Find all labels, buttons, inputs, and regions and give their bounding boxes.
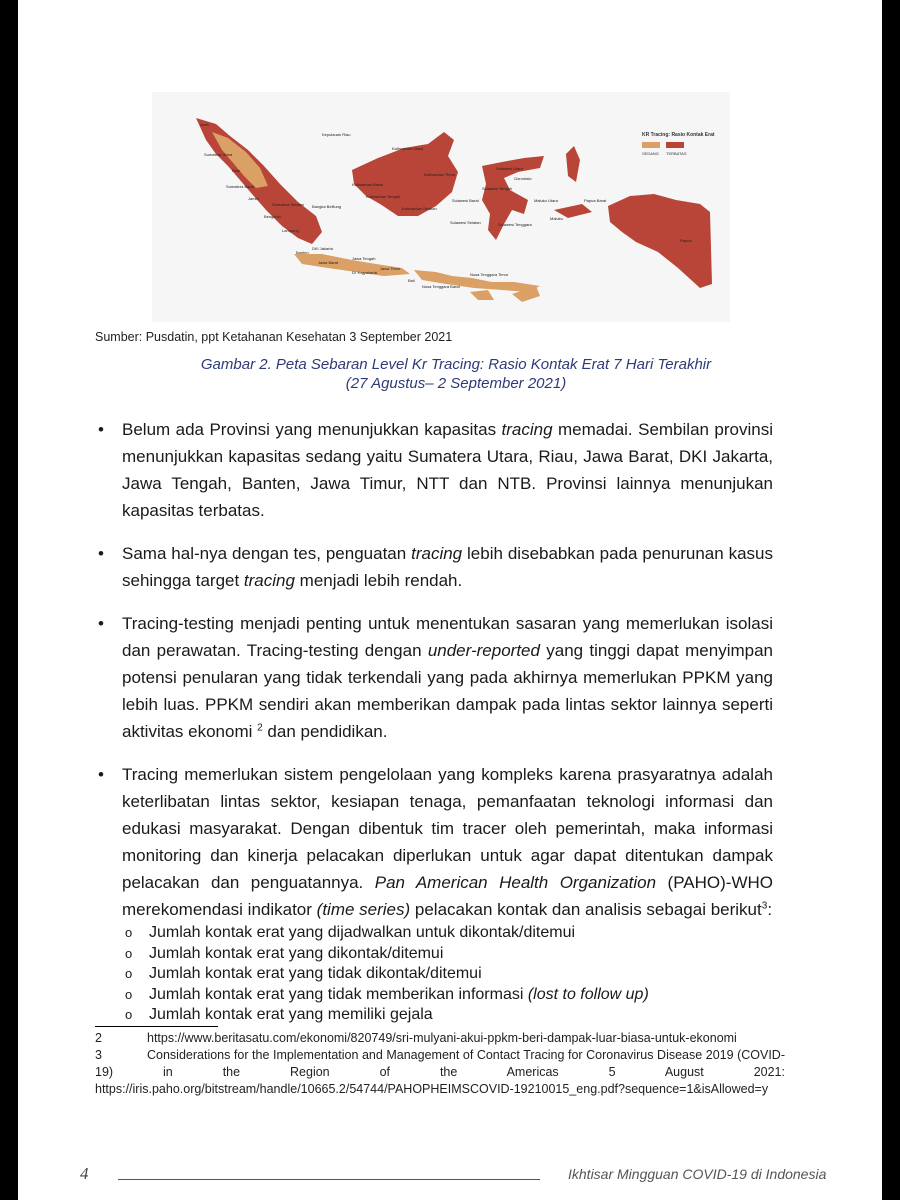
map-label: DI Yogyakarta	[352, 270, 377, 275]
map-label: Bali	[408, 278, 415, 283]
map-label: Jawa Tengah	[352, 256, 376, 261]
bullet-italic: tracing	[243, 571, 295, 590]
map-label: Kepulauan Riau	[322, 132, 351, 137]
legend-swatch-terbatas	[666, 142, 684, 148]
map-label: Bengkulu	[264, 214, 281, 219]
bullet-item	[95, 416, 773, 524]
indicator-item: o Jumlah kontak erat yang dikontak/ditemui	[122, 944, 773, 965]
bullet-text: menjadi lebih rendah.	[294, 571, 463, 590]
map-label: Gorontalo	[514, 176, 532, 181]
figure-caption-line-2: (27 Agustus– 2 September 2021)	[345, 375, 567, 392]
bullet-item	[95, 761, 773, 1026]
bullet-text: Belum ada Provinsi yang menunjukkan kapasitas	[122, 420, 502, 439]
map-label: Sulawesi Tengah	[482, 186, 513, 191]
bullet-italic: under-reported	[427, 641, 540, 660]
bullet-text: yang tinggi dapat menyimpan potensi penularan yang tidak terkendali yang pada akhirnya memerlukan PPKM yang lebih luas. PPKM sendiri akan memberikan dampak pada lintas sektor lainnya seperti aktivitas ekonomi	[122, 641, 773, 741]
bullet-text: :	[767, 900, 773, 919]
map-label: Kalimantan Timur	[424, 172, 456, 177]
footnote-number: 2	[95, 1031, 102, 1045]
map-label: Aceh	[200, 122, 210, 127]
map-label: Sumatera Utara	[204, 152, 233, 157]
bullet-text: Sama hal-nya dengan tes, penguatan	[122, 544, 412, 563]
map-label: Lampung	[282, 228, 299, 233]
footnote-text[interactable]: Considerations for the Implementation and Management of Contact Tracing for Coronavirus Disease 2019 (COVID-19) in the Region of the Americas 5 August 2021: https://iris.paho.org/bitstream/handle/10665.2/54744/PAHOPHEIMSCOVID-19210015_eng.pdf?sequence=1&isAllowed=y	[95, 1048, 785, 1096]
indicator-item: o Jumlah kontak erat yang dijadwalkan untuk dikontak/ditemui	[122, 923, 773, 944]
footer-rule	[118, 1179, 540, 1180]
map-label: DKI Jakarta	[312, 246, 333, 251]
bullet-text: memadai. Sembilan provinsi menunjukkan kapasitas sedang yaitu Sumatera Utara, Riau, Jawa Barat, DKI Jakarta, Jawa Tengah, Banten, Jawa Timur, NTT dan NTB. Provinsi lainnya menunjukan kapasitas terbatas.	[122, 420, 774, 520]
indicator-item: o Jumlah kontak erat yang memiliki gejala	[122, 1005, 773, 1026]
footnote-link[interactable]: https://www.beritasatu.com/ekonomi/820749/sri-mulyani-akui-ppkm-beri-dampak-luar-biasa-untuk-ekonomi	[147, 1031, 737, 1045]
footnote-ref[interactable]: 3	[761, 900, 768, 912]
map-label: Kalimantan Tengah	[366, 194, 401, 199]
map-label: Maluku Utara	[534, 198, 558, 203]
bullet-italic: tracing	[501, 420, 553, 439]
footnote-separator	[95, 1026, 218, 1027]
map-label: Jawa Timur	[380, 266, 401, 271]
map-label: Kalimantan Barat	[352, 182, 383, 187]
running-title: Ikhtisar Mingguan COVID-19 di Indonesia	[568, 1166, 827, 1182]
bullet-text: Tracing-testing menjadi penting untuk menentukan sasaran yang memerlukan isolasi dan perawatan. Tracing-testing dengan	[122, 614, 773, 660]
indicator-item: o Jumlah kontak erat yang tidak dikontak/ditemui	[122, 964, 773, 985]
footnote-number: 3	[95, 1048, 102, 1062]
page-number: 4	[80, 1164, 89, 1183]
bullet-italic: Pan American Health Organization	[374, 873, 657, 892]
map-label: Kalimantan Utara	[392, 146, 423, 151]
map-label: Banten	[296, 250, 309, 255]
map-label: Kalimantan Selatan	[402, 206, 437, 211]
footnote-2	[95, 1030, 785, 1047]
bullet-italic: tracing	[411, 544, 463, 563]
map-label: Riau	[232, 168, 241, 173]
map-label: Papua	[680, 238, 692, 243]
bullet-text: dan pendidikan.	[262, 722, 388, 741]
map-label: Sulawesi Tenggara	[498, 222, 532, 227]
map-label: Nusa Tenggara Timur	[470, 272, 509, 277]
bullet-text: (PAHO)-WHO merekomendasi indikator	[122, 873, 774, 919]
footnote-ref[interactable]: 2	[257, 722, 263, 734]
legend-label-terbatas: TERBATAS	[666, 151, 687, 156]
bullet-text: pelacakan kontak dan analisis sebagai berikut	[410, 900, 762, 919]
footnotes	[95, 1030, 785, 1098]
indonesia-tracing-map	[152, 92, 730, 322]
map-label: Sulawesi Selatan	[450, 220, 481, 225]
legend-title: KR Tracing: Rasio Kontak Erat	[642, 132, 715, 138]
figure-caption-line-1: Gambar 2. Peta Sebaran Level Kr Tracing: Rasio Kontak Erat 7 Hari Terakhir	[200, 356, 712, 373]
map-label: Bangka Belitung	[312, 204, 342, 209]
map-label: Sulawesi Utara	[496, 166, 523, 171]
map-label: Sumatera Barat	[226, 184, 255, 189]
map-label: Papua Barat	[584, 198, 607, 203]
legend-swatch-sedang	[642, 142, 660, 148]
figure-source: Sumber: Pusdatin, ppt Ketahanan Kesehatan 3 September 2021	[95, 330, 453, 344]
bullet-item	[95, 540, 773, 594]
bullet-text: Tracing memerlukan sistem pengelolaan yang kompleks karena prasyaratnya adalah keterlibatan lintas sektor, kesiapan tenaga, pemanfaatan teknologi informasi dan edukasi masyarakat. Dengan dibentuk tim tracer oleh pemerintah, maka informasi monitoring dan kinerja pelacakan diperlukan untuk agar dapat ditentukan dampak pelacakan dan penguatannya.	[122, 765, 773, 892]
bullet-item	[95, 610, 773, 745]
indicator-item	[122, 985, 773, 1006]
map-label: Sumatera Selatan	[272, 202, 305, 207]
map-label: Sulawesi Barat	[452, 198, 479, 203]
legend-label-sedang: SEDANG	[642, 151, 659, 156]
footnote-3	[95, 1047, 785, 1098]
indicator-text: Jumlah kontak erat yang tidak memberikan informasi	[149, 985, 528, 1003]
indicator-list	[122, 923, 773, 1026]
map-label: Jawa Barat	[318, 260, 339, 265]
map-label: Jambi	[248, 196, 259, 201]
bullet-italic: (time series)	[316, 900, 411, 919]
indicator-italic: (lost to follow up)	[527, 985, 649, 1003]
bullet-list	[95, 416, 773, 1042]
map-label: Nusa Tenggara Barat	[422, 284, 460, 289]
map-label: Maluku	[550, 216, 563, 221]
bullet-text: lebih disebabkan pada penurunan kasus sehingga target	[122, 544, 773, 590]
